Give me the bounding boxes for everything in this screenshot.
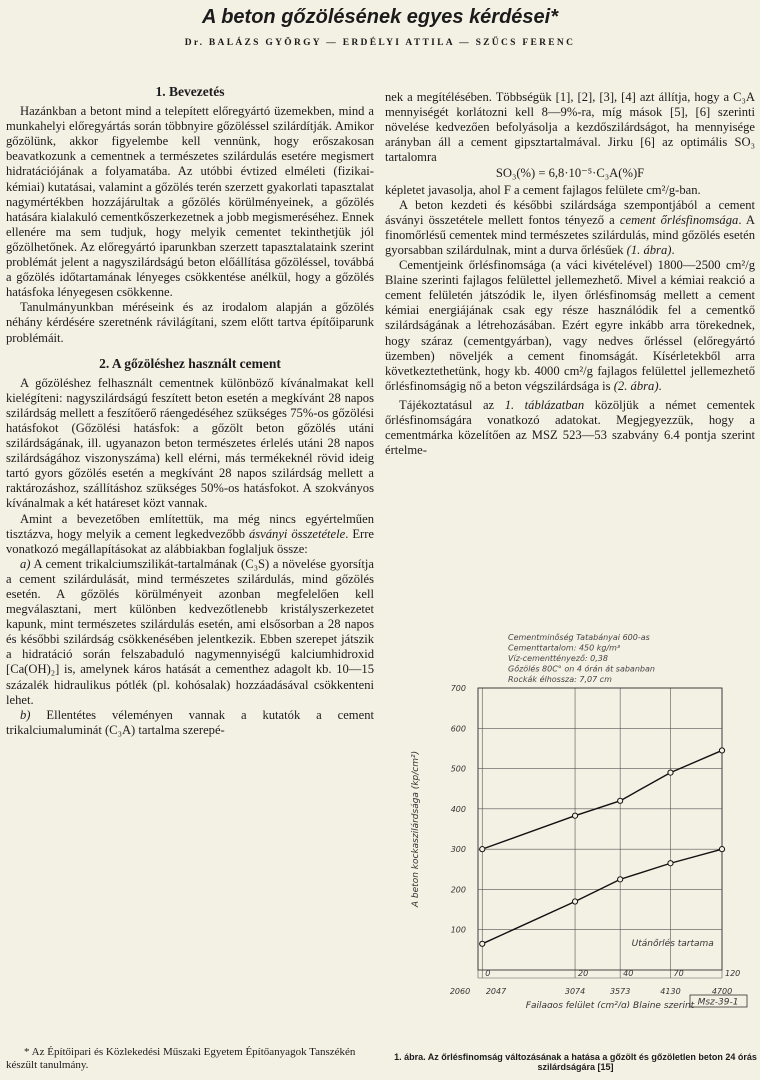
point-label: a) <box>20 556 31 571</box>
article-authors: Dr. BALÁZS GYÖRGY — ERDÉLYI ATTILA — SZŰCS FERENC <box>184 38 576 48</box>
section-2-paragraph-1: A gőzöléshez felhasznált cementnek különböző kívánalmakat kell kielégíteni: nagyszilárdságú feszített beton esetén a megkívánt 28 napos szilárdság mellett a feszítőerő ráengedéséhez szükséges 75%-os gőzölési hatásfokot (Gőzölési hatásfok: a gőzölt beton gőzölés utáni szilárdságának, ill. ugyanazon beton természetes érlelés utáni 28 napos szilárdságához viszonyszáma) kell elérni, más termékeknél rövid ideig tartó gyors gőzölés esetén a megkívánt 28 napos szilárdság mellett a raktározáshoz, szállításhoz szükséges 50%-os hatásfokot. A szokványos kívánalmak a két határeset közt vannak. <box>6 375 374 511</box>
condition-line: Gőzölés 80C° on 4 órán át sabanban <box>508 664 655 674</box>
right-paragraph-2: képletet javasolja, ahol F a cement fajlagos felülete cm²/g-ban. <box>385 182 701 197</box>
grinding-time-label: Utánőrlés tartama <box>631 938 714 949</box>
data-point <box>480 847 485 852</box>
chart-series <box>480 748 725 947</box>
article-title: A beton gőzölésének egyes kérdései* <box>201 6 559 28</box>
left-column <box>6 82 374 738</box>
text-run: A cement trikalciumszilikát-tartalmának (C₃S) a növelése gyorsítja a cement szilárdulását, mind természetes szilárdulás, mind gőzölés esetén. A gőzölés körülményeit azonban megfelelően kell megválasztani, mert különben kedvezőtlenebb kristályszerkezetet kapunk, mint természetes szilárdulás esetén, ami elsősorban a 28 napos és későbbi szilárdság csökkenésében jelentkezik. Ebben szerepet játszik a hidratáció során felszabaduló nagymennyiségű kalciumhidroxid [Ca(OH)₂] is, amelynek káros hatását a cementhez adagolt kb. 10—15 százalék hidraulikus pótlék (pl. kohósalak) hozzáadásával csökkenteni lehet. <box>6 556 374 707</box>
data-point <box>668 770 673 775</box>
grinding-time-tick: 40 <box>623 969 634 978</box>
right-paragraph-3 <box>385 198 755 258</box>
grinding-time-tick: 20 <box>578 969 589 978</box>
data-point <box>618 877 623 882</box>
chart-conditions <box>508 632 655 684</box>
text-run: Amint a bevezetőben említettük, ma még nincs egyértelműen tisztázva, hogy melyik a cement legkedvezőbb <box>6 511 374 541</box>
series-line <box>482 750 722 849</box>
text-run: Cementjeink őrlésfinomsága (a váci kivételével) 1800—2500 cm²/g Blaine szerinti fajlagos felülettel jellemezhető. Mivel a kémiai reakció a cement felületén játszódik le, ilyen őrlésfinomság mellett a cement kémiai energiájának csak egy része használódik fel a cementkő szilárdságának a létrehozásában. Ezért egyre inkább arra törekednek, hogy száraz (cementgyárban), vagy nedves őrléssel (előregyártó üzemben) növeljék a cement finomságát. Kísérletekből arra következtethetünk, hogy kb. 4000 cm²/g fajlagos felülettel jellemezhető őrlésfinomságig nő a beton végszilárdsága is <box>385 258 755 393</box>
text-run: közöljük a német cementek őrlésfinomságára vonatkozó adatokat. Megjegyezzük, hogy a cementmárka közelítően az MSZ 523—53 szabvány 6.4 pontja szerint értelme- <box>385 397 755 458</box>
plot-frame <box>478 688 722 970</box>
data-point <box>719 847 724 852</box>
section-1-paragraph-2: Tanulmányunkban méréseink és az irodalom alapján a gőzölés néhány kérdésére szeretnénk rávilágítani, szem előtt tartva építőiparunk problémáit. <box>6 300 374 345</box>
right-paragraph-4 <box>385 258 755 394</box>
figure-reference: (1. ábra) <box>626 242 672 257</box>
y-tick-label: 700 <box>450 684 466 693</box>
section-2-point-a <box>6 557 374 708</box>
equation: SO₃(%) = 6,8·10⁻⁵·C₃A(%)F <box>495 166 645 181</box>
text-run: . Erre vonatkozó megállapításokat az alábbiakban foglaljuk össze: <box>6 526 374 556</box>
x-axis-label: Fajlagos felület (cm²/g) Blaine szerint <box>525 1001 695 1008</box>
footnote: * Az Építőipari és Közlekedési Műszaki Egyetem Építőanyagok Tanszékén készült tanulmány. <box>6 1046 356 1071</box>
data-point <box>480 941 485 946</box>
figure-label: Msz-39-1 <box>697 997 739 1008</box>
y-axis-label: A beton kockaszilárdsága (kp/cm²) <box>411 750 421 908</box>
data-point <box>668 861 673 866</box>
figure-reference: (2. ábra) <box>613 378 659 393</box>
data-point <box>719 748 724 753</box>
condition-line: Cementminőség Tatabányai 600-as <box>508 633 650 642</box>
x-tick-label: 3074 <box>564 987 586 996</box>
right-column <box>385 90 755 458</box>
text-run: A beton kezdeti és későbbi szilárdsága szempontjából a cement ásványi összetétele mellett fontos tényező a <box>385 197 755 227</box>
figure-1 <box>400 618 755 1008</box>
y-tick-label: 600 <box>450 724 466 734</box>
y-tick-label: 100 <box>450 925 466 935</box>
table-reference: 1. táblázatban <box>504 397 585 412</box>
text-run: . <box>658 378 662 393</box>
text-run: Ellentétes véleményen vannak a kutatók a cement trikalciumaluminát (C₃A) tartalma szerepé- <box>6 707 374 737</box>
section-1-heading: 1. Bevezetés <box>155 84 225 99</box>
data-point <box>572 899 577 904</box>
grinding-time-tick: 0 <box>485 969 491 978</box>
condition-line: Rockák élhossza: 7,07 cm <box>508 675 612 684</box>
x-tick-label: 4700 <box>711 987 733 996</box>
chart-grid <box>478 688 722 978</box>
data-point <box>618 798 623 803</box>
section-2-point-b <box>6 708 374 738</box>
emphasis-text: ásványi összetétele <box>248 526 346 541</box>
text-run: . A finomőrlésű cementek mind természetes szilárdulás, mind gőzölés esetén gyorsabban szilárdulnak, mint a durva őrlésűek <box>385 212 755 257</box>
grinding-time-tick: 70 <box>673 969 684 978</box>
figure-label-box <box>690 995 747 1008</box>
figure-caption: 1. ábra. Az őrlésfinomság változásának a hatása a gőzölt és gőzöletlen beton 24 órás szilárdságára [15] <box>394 1052 757 1072</box>
x-tick-label: 2047 <box>485 987 507 996</box>
condition-line: Víz-cementtényező: 0,38 <box>508 654 608 663</box>
text-run: . <box>671 242 675 257</box>
y-tick-label: 300 <box>450 845 466 855</box>
right-paragraph-5 <box>385 398 755 458</box>
y-tick-labels <box>451 684 466 935</box>
y-tick-label: 200 <box>450 885 466 895</box>
x-tick-label: 2060 <box>449 987 471 996</box>
data-point <box>572 813 577 818</box>
section-2-heading: 2. A gőzöléshez használt cement <box>99 355 281 371</box>
y-tick-label: 500 <box>450 764 466 774</box>
section-2-paragraph-2 <box>6 512 374 557</box>
x-tick-label: 3573 <box>609 987 631 996</box>
y-tick-label: 400 <box>450 804 466 814</box>
section-1-paragraph-1: Hazánkban a betont mind a telepített előregyártó üzemekben, mind a munkahelyi előregyártás során többnyire gőzöléssel szilárdítják. Amikor gőzölünk, akkor figyelembe kell vennünk, hogy erőszakosan beavatkozunk a cementnek a természetes szilárdulás esetére megismert hidratációjának a folyamatába. Az utóbbi évtized elméleti (fizikai-kémiai) kutatásai, valamint a gőzölés terén szerzett gyakorlati tapasztalat nagymértékben hozzájárultak a gőzölés körülményeinek, a gőzölés hatására kialakuló cementkőszerkezetnek a jobb megismeréséhez. Ennek ellenére ma sem tudjuk, hogy melyik cementet tekinthetjük jól gőzölhetőnek. Az előregyártó iparunkban szerzett tapasztalataink szerint problémát jelent a nagyszilárdságú beton előállítása gőzöléssel, továbbá a gőzölés időtartamának lényeges csökkentése anélkül, hogy a gőzölés hatásfoka lényegesen csökkenne. <box>6 104 374 300</box>
emphasis-text: cement őrlésfinomsága <box>619 212 739 227</box>
text-run: Tájékoztatásul az <box>399 397 505 412</box>
grinding-time-tick: 120 <box>725 969 741 978</box>
point-label: b) <box>20 707 31 722</box>
right-paragraph-1: nek a megítélésében. Többségük [1], [2], [3], [4] azt állítja, hogy a C₃A mennyiségét korlátozni kell 8—9%-ra, míg mások [5], [6] szerinti növelése kedvezően befolyásolja a kezdőszilárdságot, ha mennyisége arányban áll a cement gipsztartalmával. Jirku [6] az optimális SO₃ tartalomra <box>385 90 755 165</box>
condition-line: Cementtartalom: 450 kg/m³ <box>508 643 621 653</box>
x-tick-label: 4130 <box>660 987 681 996</box>
strength-chart <box>400 618 755 1008</box>
